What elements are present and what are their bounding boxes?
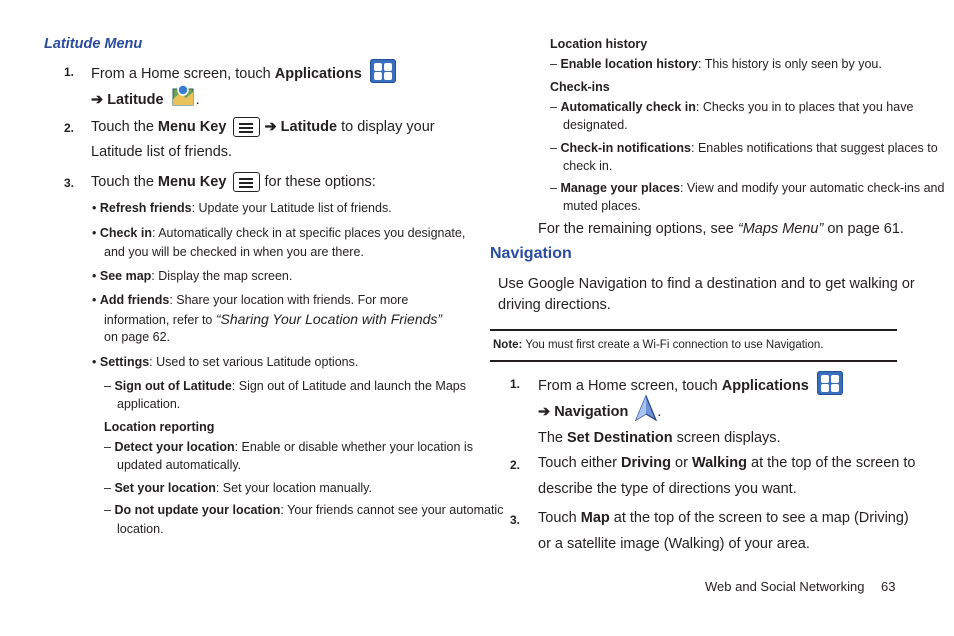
step-2-text-line2: Latitude list of friends.: [91, 144, 233, 160]
note-box: Note: You must first create a Wi-Fi connection to use Navigation.: [493, 339, 824, 351]
step-number: 3.: [510, 513, 521, 527]
dash-item: – Enable location history: This history is only seen by you.: [550, 57, 882, 71]
step-2-text: Touch the Menu Key ➔ Latitude to display your: [91, 117, 435, 137]
subheading-location-history: Location history: [550, 37, 648, 51]
bullet-item: • Add friends: Share your location with friends. For more: [92, 293, 409, 307]
step-3-text: Touch the Menu Key for these options:: [91, 172, 376, 192]
remaining-options-text: For the remaining options, see “Maps Menu” on page 61.: [538, 221, 904, 237]
applications-icon: [370, 59, 396, 83]
dash-item: – Check-in notifications: Enables notifications that suggest places to: [550, 141, 938, 155]
bullet-item-cont: information, refer to “Sharing Your Location with Friends”: [104, 311, 443, 327]
nav-step-2-text-line2: describe the type of directions you want.: [538, 481, 797, 497]
step-number: 2.: [64, 121, 75, 135]
applications-icon: [817, 371, 843, 395]
dash-item: – Manage your places: View and modify your automatic check-ins and: [550, 181, 945, 195]
nav-step-2-text: Touch either Driving or Walking at the top of the screen to: [538, 455, 916, 471]
step-number: 2.: [510, 458, 521, 472]
nav-step-1-text: From a Home screen, touch Applications: [538, 374, 843, 398]
nav-step-1-navigation: ➔ Navigation .: [538, 399, 661, 425]
navigation-icon: [635, 395, 657, 421]
navigation-intro-line2: driving directions.: [498, 297, 611, 313]
bullet-item-cont: and you will be checked in when you are there.: [104, 245, 364, 259]
dash-item-cont: updated automatically.: [117, 458, 242, 472]
dash-item-cont: location.: [117, 522, 164, 536]
step-1-latitude: ➔ Latitude .: [91, 87, 200, 113]
page-number: 63: [881, 579, 896, 594]
dash-item: – Sign out of Latitude: Sign out of Latitude and launch the Maps: [104, 379, 466, 393]
subheading-location-reporting: Location reporting: [104, 420, 215, 434]
dash-item-cont: check in.: [563, 159, 613, 173]
note-rule-top: [490, 329, 897, 331]
bullet-item: • Refresh friends: Update your Latitude list of friends.: [92, 201, 392, 215]
step-1-text: From a Home screen, touch Applications: [91, 62, 396, 86]
footer-section-name: Web and Social Networking: [705, 579, 865, 594]
dash-item-cont: muted places.: [563, 199, 641, 213]
cross-reference-link[interactable]: “Sharing Your Location with Friends”: [215, 311, 443, 327]
nav-step-3-text: Touch Map at the top of the screen to see a map (Driving): [538, 510, 909, 526]
nav-step-1-result: The Set Destination screen displays.: [538, 430, 781, 446]
note-rule-bottom: [490, 360, 897, 362]
section-heading-navigation: Navigation: [490, 245, 572, 262]
step-number: 1.: [510, 377, 521, 391]
step-number: 1.: [64, 65, 75, 79]
bullet-item-cont: on page 62.: [104, 330, 171, 344]
latitude-icon: [170, 83, 196, 109]
dash-item: – Set your location: Set your location manually.: [104, 481, 372, 495]
dash-item-cont: designated.: [563, 118, 628, 132]
navigation-intro: Use Google Navigation to find a destination and to get walking or: [498, 276, 915, 292]
dash-item: – Detect your location: Enable or disable whether your location is: [104, 440, 473, 454]
menu-key-icon: [233, 117, 260, 137]
bullet-item: • See map: Display the map screen.: [92, 269, 293, 283]
dash-item: – Automatically check in: Checks you in to places that you have: [550, 100, 914, 114]
dash-item: – Do not update your location: Your friends cannot see your automatic: [104, 503, 504, 517]
step-number: 3.: [64, 176, 75, 190]
nav-step-3-text-line2: or a satellite image (Walking) of your area.: [538, 536, 810, 552]
bullet-item: • Settings: Used to set various Latitude options.: [92, 355, 359, 369]
section-heading-latitude-menu: Latitude Menu: [44, 36, 143, 52]
dash-item-cont: application.: [117, 397, 181, 411]
bullet-item: • Check in: Automatically check in at specific places you designate,: [92, 226, 466, 240]
subheading-check-ins: Check-ins: [550, 80, 610, 94]
menu-key-icon: [233, 172, 260, 192]
cross-reference-link[interactable]: “Maps Menu”: [737, 221, 824, 237]
